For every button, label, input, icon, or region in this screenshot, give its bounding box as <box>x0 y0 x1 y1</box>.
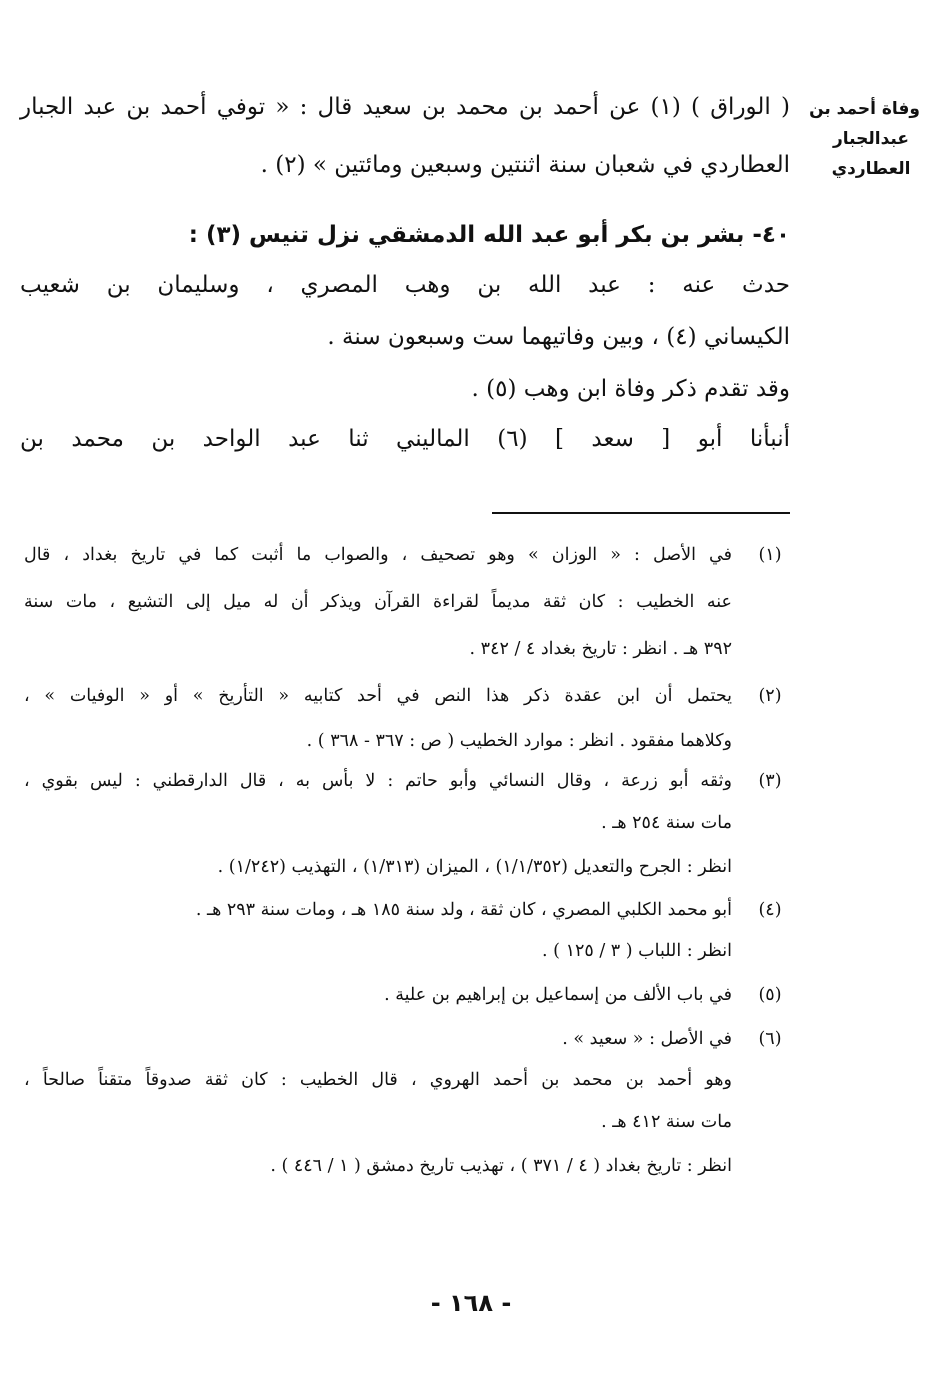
body-line: وقد تقدم ذكر وفاة ابن وهب (٥) . <box>471 376 790 402</box>
footnote-line: انظر : اللباب ( ٣ / ١٢٥ ) . <box>542 941 732 961</box>
footnote-number: (٣) <box>758 771 782 791</box>
footnote-line: وهو أحمد بن محمد بن أحمد الهروي ، قال الخطيب : كان ثقة صدوقاً متقناً صالحاً ، <box>24 1070 732 1090</box>
footnote-line: وثقه أبو زرعة ، وقال النسائي وأبو حاتم : لا بأس به ، قال الدارقطني : ليس بقوي ، <box>24 771 732 791</box>
footnote-line: يحتمل أن ابن عقدة ذكر هذا النص في أحد كتابيه « التأريخ » أو « الوفيات » ، <box>24 686 732 706</box>
footnote-number: (٦) <box>758 1029 782 1049</box>
footnote-line: في باب الألف من إسماعيل بن إبراهيم بن علية . <box>384 985 732 1005</box>
body-line: ( الوراق ) (١) عن أحمد بن محمد بن سعيد قال : « توفي أحمد بن عبد الجبار <box>20 94 790 120</box>
footnote-line: انظر : الجرح والتعديل (١/١/٣٥٢) ، الميزان (١/٣١٣) ، التهذيب (١/٢٤٢) . <box>217 857 732 877</box>
margin-note-line: وفاة أحمد بن <box>809 99 920 119</box>
footnote-divider <box>492 512 790 514</box>
footnote-line: ٣٩٢ هـ . انظر : تاريخ بغداد ٤ / ٣٤٢ . <box>469 639 732 659</box>
footnote-line: مات سنة ٤١٢ هـ . <box>601 1112 732 1132</box>
footnote-number: (٥) <box>758 985 782 1005</box>
footnote-line: انظر : تاريخ بغداد ( ٤ / ٣٧١ ) ، تهذيب تاريخ دمشق ( ١ / ٤٤٦ ) . <box>270 1156 732 1176</box>
footnote-number: (٢) <box>758 686 782 706</box>
page-number: - ١٦٨ - <box>430 1289 512 1317</box>
footnote-line: أبو محمد الكلبي المصري ، كان ثقة ، ولد سنة ١٨٥ هـ ، ومات سنة ٢٩٣ هـ . <box>195 900 732 920</box>
margin-note <box>809 94 920 184</box>
body-line: الكيساني (٤) ، وبين وفاتيهما ست وسبعون سنة . <box>327 324 790 350</box>
margin-note-line: العطاردي <box>831 159 911 179</box>
footnote-line: في الأصل : « الوزان » وهو تصحيف ، والصواب ما أثبت كما في تاريخ بغداد ، قال <box>24 545 732 565</box>
footnote-line: في الأصل : « سعيد » . <box>562 1029 732 1049</box>
footnote-number: (١) <box>758 545 782 565</box>
footnote-line: عنه الخطيب : كان ثقة مديماً لقراءة القرآن ويذكر أن له ميل إلى التشيع ، مات سنة <box>24 592 732 612</box>
body-line: حدث عنه : عبد الله بن وهب المصري ، وسليمان بن شعيب <box>20 272 790 298</box>
entry-heading: ٤٠- بشر بن بكر أبو عبد الله الدمشقي نزل تنيس (٣) : <box>188 222 790 248</box>
margin-note-line: عبدالجبار <box>833 129 909 149</box>
footnote-line: مات سنة ٢٥٤ هـ . <box>601 813 732 833</box>
footnote-number: (٤) <box>758 900 782 920</box>
footnote-line: وكلاهما مفقود . انظر : موارد الخطيب ( ص : ٣٦٧ - ٣٦٨ ) . <box>306 731 732 751</box>
body-line: أنبأنا أبو [ سعد ] (٦) الماليني ثنا عبد الواحد بن محمد بن <box>20 426 790 452</box>
body-line: العطاردي في شعبان سنة اثنتين وسبعين ومائتين » (٢) . <box>260 152 790 178</box>
